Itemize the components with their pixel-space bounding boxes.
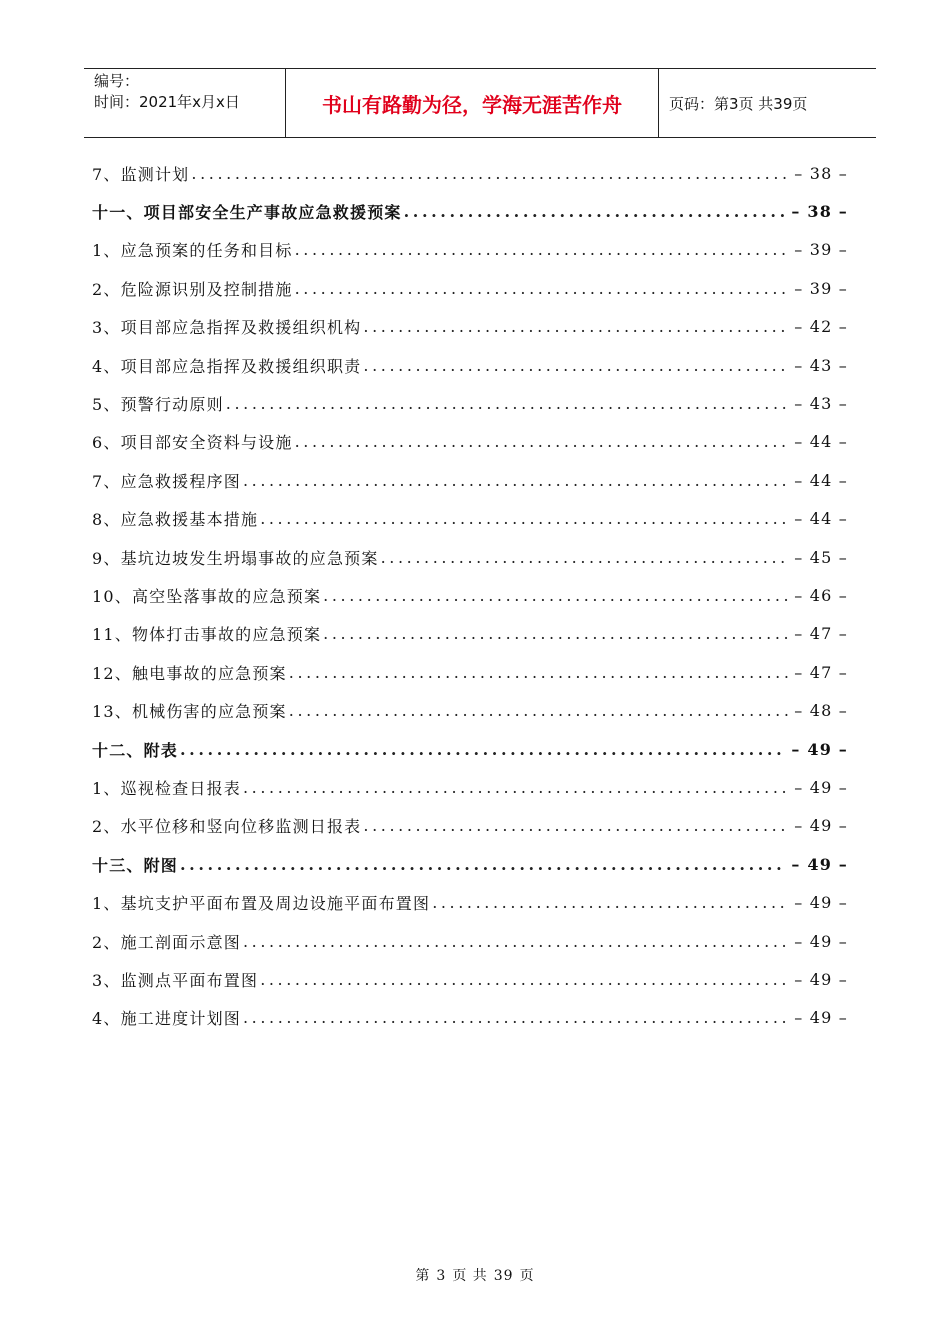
toc-entry-title: 11、物体打击事故的应急预案 — [92, 625, 322, 645]
header-meta — [84, 69, 286, 137]
footer-prefix: 第 — [415, 1268, 431, 1284]
toc-entry-page: – 38 – — [794, 163, 848, 183]
toc-entry-title: 7、监测计划 — [92, 164, 190, 184]
toc-entry-page: – 38 – — [791, 202, 848, 222]
toc-entry[interactable] — [92, 308, 848, 346]
toc-entry-title: 十一、项目部安全生产事故应急救援预案 — [92, 203, 402, 223]
page-footer — [0, 1265, 950, 1285]
toc-dot-leader — [381, 548, 789, 567]
toc-entry[interactable] — [92, 960, 848, 998]
toc-entry[interactable] — [92, 192, 848, 230]
toc-entry-title: 13、机械伤害的应急预案 — [92, 702, 287, 722]
toc-dot-leader — [295, 240, 789, 259]
toc-entry-page: – 45 – — [794, 547, 848, 567]
footer-mid: 页 共 — [452, 1268, 488, 1284]
toc-entry-page: – 39 – — [794, 240, 848, 260]
toc-dot-leader — [243, 1008, 788, 1027]
toc-entry-page: – 49 – — [794, 969, 848, 989]
toc-entry[interactable] — [92, 231, 848, 269]
toc-entry[interactable] — [92, 845, 848, 883]
toc-entry[interactable] — [92, 538, 848, 576]
toc-entry-title: 8、应急救援基本措施 — [92, 510, 259, 530]
toc-dot-leader — [226, 394, 788, 413]
header-motto: 书山有路勤为径，学海无涯苦作舟 — [286, 69, 659, 137]
toc-dot-leader — [323, 624, 788, 643]
toc-dot-leader — [243, 932, 788, 951]
toc-dot-leader — [289, 663, 789, 682]
toc-dot-leader — [289, 701, 789, 720]
toc-dot-leader — [180, 855, 785, 874]
toc-entry[interactable] — [92, 269, 848, 307]
toc-entry-title: 2、施工剖面示意图 — [92, 932, 241, 952]
toc-dot-leader — [432, 893, 788, 912]
toc-entry-title: 1、巡视检查日报表 — [92, 778, 241, 798]
toc-dot-leader — [243, 778, 788, 797]
toc-entry-title: 9、基坑边坡发生坍塌事故的应急预案 — [92, 548, 379, 568]
header-page-info: 页码：第3页 共39页 — [669, 94, 808, 113]
toc-entry[interactable] — [92, 423, 848, 461]
toc-entry-page: – 49 – — [794, 931, 848, 951]
toc-dot-leader — [323, 586, 788, 605]
toc-entry-page: – 49 – — [791, 854, 848, 874]
toc-dot-leader — [191, 164, 788, 183]
toc-entry[interactable] — [92, 883, 848, 921]
toc-entry-title: 3、监测点平面布置图 — [92, 970, 259, 990]
document-header — [84, 68, 876, 138]
toc-entry-page: – 49 – — [794, 777, 848, 797]
toc-entry-page: – 43 – — [794, 355, 848, 375]
toc-dot-leader — [180, 740, 785, 759]
toc-dot-leader — [295, 279, 789, 298]
toc-entry-page: – 44 – — [794, 470, 848, 490]
toc-entry-page: – 44 – — [794, 509, 848, 529]
toc-entry[interactable] — [92, 461, 848, 499]
toc-entry[interactable] — [92, 154, 848, 192]
toc-entry[interactable] — [92, 576, 848, 614]
toc-entry-page: – 44 – — [794, 432, 848, 452]
toc-entry[interactable] — [92, 384, 848, 422]
toc-entry[interactable] — [92, 922, 848, 960]
toc-entry-title: 1、应急预案的任务和目标 — [92, 241, 293, 261]
toc-entry-title: 4、项目部应急指挥及救援组织职责 — [92, 356, 362, 376]
toc-entry-title: 4、施工进度计划图 — [92, 1009, 241, 1029]
toc-entry-title: 12、触电事故的应急预案 — [92, 663, 287, 683]
toc-entry-title: 7、应急救援程序图 — [92, 471, 241, 491]
toc-dot-leader — [363, 816, 788, 835]
toc-entry-page: – 49 – — [794, 893, 848, 913]
toc-entry-title: 2、危险源识别及控制措施 — [92, 279, 293, 299]
header-number-label: 编号： — [94, 72, 140, 90]
toc-dot-leader — [363, 356, 788, 375]
toc-entry-title: 2、水平位移和竖向位移监测日报表 — [92, 817, 362, 837]
toc-entry-page: – 43 – — [794, 394, 848, 414]
toc-entry-title: 3、项目部应急指挥及救援组织机构 — [92, 318, 362, 338]
footer-suffix: 页 — [519, 1268, 535, 1284]
toc-dot-leader — [363, 317, 788, 336]
toc-entry-page: – 49 – — [794, 1008, 848, 1028]
toc-entry[interactable] — [92, 346, 848, 384]
toc-entry-title: 十二、附表 — [92, 740, 179, 760]
toc-dot-leader — [295, 432, 789, 451]
toc-entry-title: 十三、附图 — [92, 855, 179, 875]
toc-entry-page: – 49 – — [794, 816, 848, 836]
toc-entry-page: – 47 – — [794, 624, 848, 644]
toc-entry[interactable] — [92, 999, 848, 1037]
toc-entry-page: – 46 – — [794, 585, 848, 605]
toc-entry-title: 5、预警行动原则 — [92, 395, 224, 415]
footer-current-page: 3 — [436, 1268, 447, 1284]
toc-entry-page: – 48 – — [794, 701, 848, 721]
toc-entry-page: – 42 – — [794, 317, 848, 337]
footer-total-pages: 39 — [493, 1268, 514, 1284]
toc-entry[interactable] — [92, 615, 848, 653]
toc-dot-leader — [260, 970, 788, 989]
toc-dot-leader — [260, 509, 788, 528]
toc-entry-page: – 39 – — [794, 278, 848, 298]
toc-entry[interactable] — [92, 653, 848, 691]
toc-entry-title: 6、项目部安全资料与设施 — [92, 433, 293, 453]
header-time-label: 时间：2021年x月x日 — [94, 93, 240, 111]
toc-entry-title: 10、高空坠落事故的应急预案 — [92, 586, 322, 606]
toc-entry[interactable] — [92, 500, 848, 538]
toc-entry[interactable] — [92, 807, 848, 845]
toc-entry-page: – 49 – — [791, 739, 848, 759]
toc-entry-page: – 47 – — [794, 662, 848, 682]
toc-entry-title: 1、基坑支护平面布置及周边设施平面布置图 — [92, 894, 431, 914]
table-of-contents — [92, 154, 848, 1037]
toc-entry[interactable] — [92, 768, 848, 806]
toc-entry[interactable] — [92, 691, 848, 729]
toc-dot-leader — [243, 471, 788, 490]
toc-dot-leader — [404, 202, 786, 221]
toc-entry[interactable] — [92, 730, 848, 768]
